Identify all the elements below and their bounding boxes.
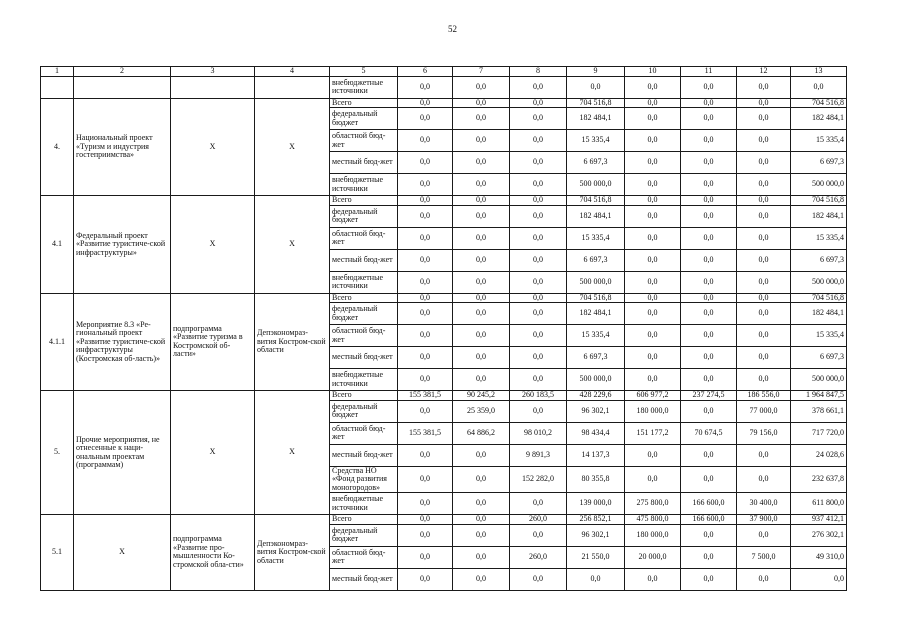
amount-cell: 0,0 xyxy=(681,524,737,546)
amount-cell: 0,0 xyxy=(681,130,737,152)
amount-cell: 15 335,4 xyxy=(791,325,847,347)
column-header: 10 xyxy=(625,67,681,77)
amount-cell: 30 400,0 xyxy=(737,493,791,515)
amount-cell: 77 000,0 xyxy=(737,400,791,422)
funding-source-label: внебюджетные источники xyxy=(330,174,398,196)
amount-cell: 500 000,0 xyxy=(791,174,847,196)
funding-source-label: федеральный бюджет xyxy=(330,205,398,227)
amount-cell: 0,0 xyxy=(398,369,453,391)
amount-cell: 0,0 xyxy=(510,524,567,546)
amount-cell: 0,0 xyxy=(625,303,681,325)
amount-cell: 0,0 xyxy=(737,130,791,152)
amount-cell: 0,0 xyxy=(791,76,847,98)
amount-cell: 6 697,3 xyxy=(791,249,847,271)
column-header: 5 xyxy=(330,67,398,77)
amount-cell: 260,0 xyxy=(510,515,567,525)
amount-cell: 0,0 xyxy=(453,369,510,391)
column-header: 3 xyxy=(171,67,255,77)
amount-cell: 0,0 xyxy=(510,98,567,108)
table-row xyxy=(41,98,847,108)
funding-source-label: областной бюд-жет xyxy=(330,227,398,249)
amount-cell: 70 674,5 xyxy=(681,422,737,444)
amount-cell: 96 302,1 xyxy=(567,400,625,422)
amount-cell: 98 434,4 xyxy=(567,422,625,444)
amount-cell: 0,0 xyxy=(453,515,510,525)
amount-cell: 182 484,1 xyxy=(567,205,625,227)
item-name: Федеральный проект «Развитие туристиче-ской инфраструктуры» xyxy=(74,196,171,294)
amount-cell: 0,0 xyxy=(737,249,791,271)
item-index: 4. xyxy=(41,98,74,196)
funding-source-label: федеральный бюджет xyxy=(330,303,398,325)
executor-name: X xyxy=(255,98,330,196)
amount-cell: 0,0 xyxy=(625,98,681,108)
amount-cell: 0,0 xyxy=(453,130,510,152)
amount-cell: 155 381,5 xyxy=(398,391,453,401)
amount-cell: 0,0 xyxy=(625,466,681,493)
budget-table xyxy=(40,66,847,591)
executor-name: X xyxy=(255,391,330,515)
amount-cell: 0,0 xyxy=(737,444,791,466)
amount-cell: 0,0 xyxy=(625,227,681,249)
amount-cell: 0,0 xyxy=(398,524,453,546)
amount-cell: 1 964 847,5 xyxy=(791,391,847,401)
table-cell xyxy=(171,76,255,98)
amount-cell: 0,0 xyxy=(681,400,737,422)
amount-cell: 0,0 xyxy=(510,196,567,206)
amount-cell: 0,0 xyxy=(737,347,791,369)
funding-source-label: Всего xyxy=(330,293,398,303)
amount-cell: 0,0 xyxy=(681,293,737,303)
table-cell xyxy=(41,76,74,98)
amount-cell: 152 282,0 xyxy=(510,466,567,493)
amount-cell: 0,0 xyxy=(510,130,567,152)
amount-cell: 276 302,1 xyxy=(791,524,847,546)
executor-name: X xyxy=(255,196,330,294)
amount-cell: 182 484,1 xyxy=(567,108,625,130)
amount-cell: 0,0 xyxy=(453,303,510,325)
amount-cell: 0,0 xyxy=(398,98,453,108)
item-index: 5.1 xyxy=(41,515,74,591)
amount-cell: 0,0 xyxy=(453,347,510,369)
amount-cell: 0,0 xyxy=(398,271,453,293)
amount-cell: 0,0 xyxy=(453,196,510,206)
table-row xyxy=(41,76,847,98)
amount-cell: 0,0 xyxy=(625,271,681,293)
amount-cell: 0,0 xyxy=(681,152,737,174)
amount-cell: 0,0 xyxy=(398,130,453,152)
amount-cell: 275 800,0 xyxy=(625,493,681,515)
page-number: 52 xyxy=(448,24,457,34)
funding-source-label: внебюджетные источники xyxy=(330,493,398,515)
amount-cell: 0,0 xyxy=(398,227,453,249)
funding-source-label: Всего xyxy=(330,391,398,401)
amount-cell: 0,0 xyxy=(625,196,681,206)
amount-cell: 0,0 xyxy=(510,205,567,227)
amount-cell: 237 274,5 xyxy=(681,391,737,401)
amount-cell: 0,0 xyxy=(398,400,453,422)
amount-cell: 151 177,2 xyxy=(625,422,681,444)
column-header: 8 xyxy=(510,67,567,77)
amount-cell: 0,0 xyxy=(681,546,737,568)
funding-source-label: федеральный бюджет xyxy=(330,108,398,130)
amount-cell: 6 697,3 xyxy=(567,152,625,174)
funding-source-label: федеральный бюджет xyxy=(330,400,398,422)
amount-cell: 0,0 xyxy=(510,76,567,98)
amount-cell: 500 000,0 xyxy=(791,369,847,391)
amount-cell: 15 335,4 xyxy=(791,130,847,152)
amount-cell: 0,0 xyxy=(737,98,791,108)
amount-cell: 0,0 xyxy=(510,369,567,391)
amount-cell: 0,0 xyxy=(681,205,737,227)
funding-source-label: федеральный бюджет xyxy=(330,524,398,546)
item-index: 5. xyxy=(41,391,74,515)
amount-cell: 21 550,0 xyxy=(567,546,625,568)
funding-source-label: Средства НО «Фонд развития моногородов» xyxy=(330,466,398,493)
amount-cell: 0,0 xyxy=(510,325,567,347)
amount-cell: 0,0 xyxy=(453,293,510,303)
column-header: 9 xyxy=(567,67,625,77)
table-row xyxy=(41,391,847,401)
amount-cell: 0,0 xyxy=(398,152,453,174)
item-index: 4.1.1 xyxy=(41,293,74,391)
amount-cell: 0,0 xyxy=(625,174,681,196)
amount-cell: 0,0 xyxy=(453,325,510,347)
amount-cell: 0,0 xyxy=(398,196,453,206)
amount-cell: 0,0 xyxy=(625,130,681,152)
amount-cell: 0,0 xyxy=(510,271,567,293)
amount-cell: 0,0 xyxy=(510,108,567,130)
amount-cell: 0,0 xyxy=(625,249,681,271)
funding-source-label: местный бюд-жет xyxy=(330,249,398,271)
funding-source-label: местный бюд-жет xyxy=(330,568,398,590)
amount-cell: 0,0 xyxy=(453,524,510,546)
amount-cell: 0,0 xyxy=(453,98,510,108)
amount-cell: 0,0 xyxy=(681,227,737,249)
amount-cell: 9 891,3 xyxy=(510,444,567,466)
amount-cell: 49 310,0 xyxy=(791,546,847,568)
amount-cell: 98 010,2 xyxy=(510,422,567,444)
amount-cell: 0,0 xyxy=(625,369,681,391)
table-cell xyxy=(74,76,171,98)
amount-cell: 0,0 xyxy=(737,369,791,391)
column-header: 12 xyxy=(737,67,791,77)
amount-cell: 0,0 xyxy=(681,98,737,108)
amount-cell: 0,0 xyxy=(737,303,791,325)
amount-cell: 7 500,0 xyxy=(737,546,791,568)
amount-cell: 80 355,8 xyxy=(567,466,625,493)
program-name: X xyxy=(171,98,255,196)
amount-cell: 0,0 xyxy=(681,76,737,98)
amount-cell: 0,0 xyxy=(737,108,791,130)
amount-cell: 166 600,0 xyxy=(681,493,737,515)
amount-cell: 0,0 xyxy=(681,369,737,391)
amount-cell: 0,0 xyxy=(625,444,681,466)
amount-cell: 500 000,0 xyxy=(567,271,625,293)
amount-cell: 0,0 xyxy=(453,249,510,271)
amount-cell: 0,0 xyxy=(453,227,510,249)
amount-cell: 182 484,1 xyxy=(791,303,847,325)
amount-cell: 704 516,8 xyxy=(567,293,625,303)
table-row xyxy=(41,196,847,206)
amount-cell: 704 516,8 xyxy=(791,293,847,303)
amount-cell: 182 484,1 xyxy=(567,303,625,325)
amount-cell: 0,0 xyxy=(398,515,453,525)
amount-cell: 0,0 xyxy=(453,444,510,466)
amount-cell: 0,0 xyxy=(625,325,681,347)
amount-cell: 96 302,1 xyxy=(567,524,625,546)
amount-cell: 0,0 xyxy=(398,174,453,196)
amount-cell: 606 977,2 xyxy=(625,391,681,401)
amount-cell: 0,0 xyxy=(681,444,737,466)
amount-cell: 0,0 xyxy=(737,205,791,227)
amount-cell: 0,0 xyxy=(681,196,737,206)
funding-source-label: местный бюд-жет xyxy=(330,152,398,174)
amount-cell: 0,0 xyxy=(681,249,737,271)
amount-cell: 0,0 xyxy=(453,108,510,130)
funding-source-label: внебюджетные источники xyxy=(330,369,398,391)
amount-cell: 155 381,5 xyxy=(398,422,453,444)
amount-cell: 0,0 xyxy=(510,249,567,271)
amount-cell: 6 697,3 xyxy=(567,347,625,369)
amount-cell: 0,0 xyxy=(681,303,737,325)
amount-cell: 180 000,0 xyxy=(625,524,681,546)
funding-source-label: Всего xyxy=(330,196,398,206)
amount-cell: 0,0 xyxy=(510,400,567,422)
amount-cell: 0,0 xyxy=(681,568,737,590)
amount-cell: 6 697,3 xyxy=(791,152,847,174)
funding-source-label: областной бюд-жет xyxy=(330,130,398,152)
amount-cell: 15 335,4 xyxy=(791,227,847,249)
program-name: X xyxy=(171,391,255,515)
amount-cell: 0,0 xyxy=(510,568,567,590)
amount-cell: 0,0 xyxy=(398,293,453,303)
column-header: 4 xyxy=(255,67,330,77)
column-header: 7 xyxy=(453,67,510,77)
amount-cell: 182 484,1 xyxy=(791,205,847,227)
amount-cell: 25 359,0 xyxy=(453,400,510,422)
item-name: Национальный проект «Туризм и индустрия гостеприимства» xyxy=(74,98,171,196)
amount-cell: 0,0 xyxy=(510,174,567,196)
amount-cell: 0,0 xyxy=(625,347,681,369)
amount-cell: 0,0 xyxy=(681,325,737,347)
amount-cell: 428 229,6 xyxy=(567,391,625,401)
amount-cell: 0,0 xyxy=(453,466,510,493)
amount-cell: 0,0 xyxy=(625,293,681,303)
amount-cell: 0,0 xyxy=(510,493,567,515)
funding-source-label: внебюджетные источники xyxy=(330,271,398,293)
amount-cell: 0,0 xyxy=(567,568,625,590)
amount-cell: 717 720,0 xyxy=(791,422,847,444)
amount-cell: 0,0 xyxy=(737,325,791,347)
amount-cell: 0,0 xyxy=(453,493,510,515)
amount-cell: 0,0 xyxy=(398,108,453,130)
amount-cell: 0,0 xyxy=(625,152,681,174)
amount-cell: 0,0 xyxy=(737,152,791,174)
amount-cell: 166 600,0 xyxy=(681,515,737,525)
amount-cell: 0,0 xyxy=(681,466,737,493)
amount-cell: 0,0 xyxy=(737,293,791,303)
amount-cell: 79 156,0 xyxy=(737,422,791,444)
amount-cell: 256 852,1 xyxy=(567,515,625,525)
program-name: подпрограмма «Развитие про-мышленности Ко-стромской обла-сти» xyxy=(171,515,255,591)
amount-cell: 0,0 xyxy=(510,152,567,174)
amount-cell: 0,0 xyxy=(737,271,791,293)
amount-cell: 0,0 xyxy=(453,174,510,196)
item-index: 4.1 xyxy=(41,196,74,294)
funding-source-label: внебюджетные источники xyxy=(330,76,398,98)
amount-cell: 0,0 xyxy=(453,205,510,227)
amount-cell: 0,0 xyxy=(737,174,791,196)
amount-cell: 0,0 xyxy=(398,249,453,271)
amount-cell: 0,0 xyxy=(681,174,737,196)
amount-cell: 6 697,3 xyxy=(791,347,847,369)
program-name: подпрограмма «Развитие туризма в Костромской об-ласти» xyxy=(171,293,255,391)
amount-cell: 14 137,3 xyxy=(567,444,625,466)
column-header: 6 xyxy=(398,67,453,77)
amount-cell: 0,0 xyxy=(625,76,681,98)
amount-cell: 0,0 xyxy=(398,325,453,347)
amount-cell: 0,0 xyxy=(398,546,453,568)
amount-cell: 0,0 xyxy=(681,108,737,130)
amount-cell: 0,0 xyxy=(510,227,567,249)
amount-cell: 0,0 xyxy=(453,271,510,293)
amount-cell: 37 900,0 xyxy=(737,515,791,525)
amount-cell: 500 000,0 xyxy=(791,271,847,293)
amount-cell: 704 516,8 xyxy=(567,98,625,108)
executor-name: Депэкономраз-вития Костром-ской области xyxy=(255,293,330,391)
funding-source-label: Всего xyxy=(330,98,398,108)
amount-cell: 704 516,8 xyxy=(567,196,625,206)
amount-cell: 0,0 xyxy=(453,546,510,568)
amount-cell: 0,0 xyxy=(625,568,681,590)
table-row xyxy=(41,293,847,303)
amount-cell: 15 335,4 xyxy=(567,325,625,347)
amount-cell: 180 000,0 xyxy=(625,400,681,422)
amount-cell: 0,0 xyxy=(510,303,567,325)
amount-cell: 139 000,0 xyxy=(567,493,625,515)
amount-cell: 0,0 xyxy=(737,524,791,546)
amount-cell: 64 886,2 xyxy=(453,422,510,444)
item-name: Прочие мероприятия, не отнесенные к наци-ональным проектам (программам) xyxy=(74,391,171,515)
amount-cell: 0,0 xyxy=(681,271,737,293)
amount-cell: 20 000,0 xyxy=(625,546,681,568)
amount-cell: 937 412,1 xyxy=(791,515,847,525)
item-name: Мероприятие 8.3 «Ре-гиональный проект «Развитие туристиче-ской инфраструктуры (Костромская об-ласть)» xyxy=(74,293,171,391)
amount-cell: 0,0 xyxy=(398,205,453,227)
amount-cell: 0,0 xyxy=(398,493,453,515)
column-header-row xyxy=(41,67,847,77)
amount-cell: 0,0 xyxy=(510,293,567,303)
amount-cell: 0,0 xyxy=(398,347,453,369)
column-header: 2 xyxy=(74,67,171,77)
amount-cell: 475 800,0 xyxy=(625,515,681,525)
amount-cell: 0,0 xyxy=(737,568,791,590)
amount-cell: 186 556,0 xyxy=(737,391,791,401)
amount-cell: 0,0 xyxy=(737,76,791,98)
amount-cell: 0,0 xyxy=(453,152,510,174)
amount-cell: 500 000,0 xyxy=(567,174,625,196)
amount-cell: 0,0 xyxy=(398,303,453,325)
amount-cell: 260 183,5 xyxy=(510,391,567,401)
amount-cell: 232 637,8 xyxy=(791,466,847,493)
amount-cell: 0,0 xyxy=(625,108,681,130)
amount-cell: 0,0 xyxy=(567,76,625,98)
amount-cell: 24 028,6 xyxy=(791,444,847,466)
amount-cell: 0,0 xyxy=(625,205,681,227)
funding-source-label: областной бюд-жет xyxy=(330,546,398,568)
amount-cell: 0,0 xyxy=(737,227,791,249)
column-header: 1 xyxy=(41,67,74,77)
amount-cell: 6 697,3 xyxy=(567,249,625,271)
amount-cell: 500 000,0 xyxy=(567,369,625,391)
executor-name: Депэкономраз-вития Костром-ской области xyxy=(255,515,330,591)
program-name: X xyxy=(171,196,255,294)
funding-source-label: областной бюд-жет xyxy=(330,325,398,347)
column-header: 11 xyxy=(681,67,737,77)
table-row xyxy=(41,515,847,525)
item-name: X xyxy=(74,515,171,591)
amount-cell: 182 484,1 xyxy=(791,108,847,130)
amount-cell: 704 516,8 xyxy=(791,98,847,108)
amount-cell: 0,0 xyxy=(737,196,791,206)
amount-cell: 0,0 xyxy=(398,76,453,98)
amount-cell: 0,0 xyxy=(737,466,791,493)
amount-cell: 90 245,2 xyxy=(453,391,510,401)
amount-cell: 15 335,4 xyxy=(567,130,625,152)
amount-cell: 0,0 xyxy=(398,466,453,493)
amount-cell: 0,0 xyxy=(398,444,453,466)
amount-cell: 260,0 xyxy=(510,546,567,568)
amount-cell: 0,0 xyxy=(510,347,567,369)
amount-cell: 0,0 xyxy=(453,568,510,590)
amount-cell: 0,0 xyxy=(791,568,847,590)
amount-cell: 0,0 xyxy=(681,347,737,369)
amount-cell: 15 335,4 xyxy=(567,227,625,249)
funding-source-label: областной бюд-жет xyxy=(330,422,398,444)
amount-cell: 611 800,0 xyxy=(791,493,847,515)
column-header: 13 xyxy=(791,67,847,77)
funding-source-label: местный бюд-жет xyxy=(330,347,398,369)
amount-cell: 704 516,8 xyxy=(791,196,847,206)
amount-cell: 378 661,1 xyxy=(791,400,847,422)
table-cell xyxy=(255,76,330,98)
funding-source-label: Всего xyxy=(330,515,398,525)
amount-cell: 0,0 xyxy=(398,568,453,590)
funding-source-label: местный бюд-жет xyxy=(330,444,398,466)
amount-cell: 0,0 xyxy=(453,76,510,98)
